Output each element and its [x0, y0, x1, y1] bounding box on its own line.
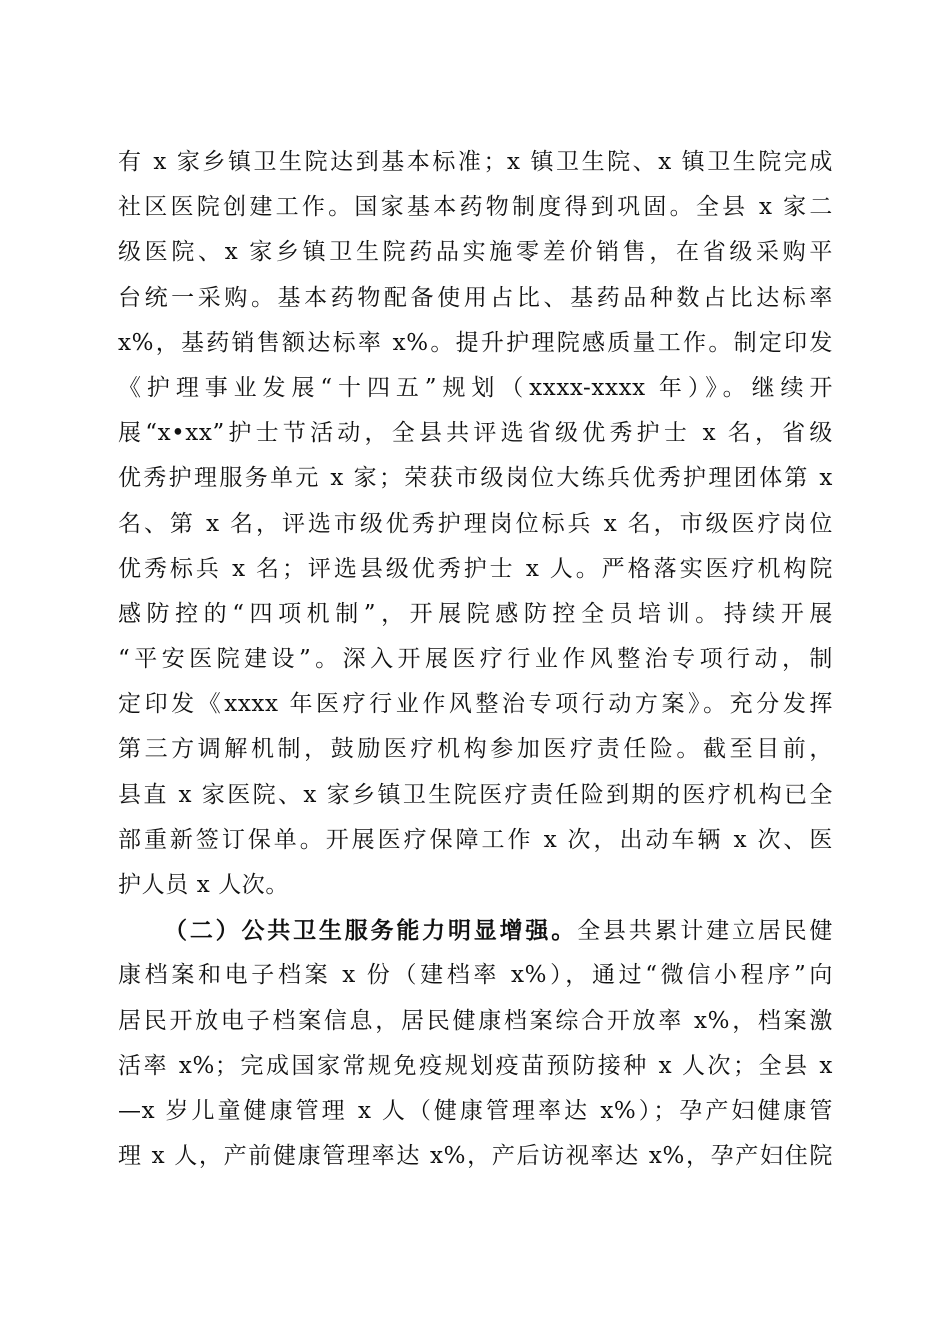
text-line: 部重新签订保单。开展医疗保障工作 x 次，出动车辆 x 次、医: [118, 826, 833, 853]
text-line: 名、第 x 名，评选市级优秀护理岗位标兵 x 名，市级医疗岗位: [118, 510, 833, 537]
text-line: 康档案和电子档案 x 份（建档率 x%），通过“微信小程序”向: [118, 962, 833, 989]
text-line: 优秀标兵 x 名；评选县级优秀护士 x 人。严格落实医疗机构院: [118, 555, 833, 582]
text-line: x%，基药销售额达标率 x%。提升护理院感质量工作。制定印发: [118, 329, 833, 356]
text-line: 《护理事业发展“十四五”规划（xxxx-xxxx 年）》。继续开: [118, 374, 833, 401]
text-line: 第三方调解机制，鼓励医疗机构参加医疗责任险。截至目前，: [118, 736, 833, 763]
text-line: 感防控的“四项机制”，开展院感防控全员培训。持续开展: [118, 600, 833, 627]
text-line: 社区医院创建工作。国家基本药物制度得到巩固。全县 x 家二: [118, 194, 833, 221]
document-body: [118, 140, 833, 1179]
text-line: 台统一采购。基本药物配备使用占比、基药品种数占比达标率: [118, 284, 833, 311]
text-line: 活率 x%；完成国家常规免疫规划疫苗预防接种 x 人次；全县 x: [118, 1052, 833, 1079]
text-line: 定印发《xxxx 年医疗行业作风整治专项行动方案》。充分发挥: [118, 691, 833, 718]
paragraph-1: [118, 140, 833, 908]
text-run: 全县共累计建立居民健: [577, 918, 834, 945]
text-line: 展“x•xx”护士节活动，全县共评选省级优秀护士 x 名，省级: [118, 420, 833, 447]
section-heading: （二）公共卫生服务能力明显增强。: [164, 917, 578, 945]
text-line: [118, 908, 833, 953]
text-line: 理 x 人，产前健康管理率达 x%，产后访视率达 x%，孕产妇住院: [118, 1143, 833, 1170]
text-line: “平安医院建设”。深入开展医疗行业作风整治专项行动，制: [118, 646, 833, 673]
text-line: 县直 x 家医院、x 家乡镇卫生院医疗责任险到期的医疗机构已全: [118, 781, 833, 808]
paragraph-2: [118, 908, 833, 1179]
text-line: 优秀护理服务单元 x 家；荣获市级岗位大练兵优秀护理团体第 x: [118, 465, 833, 492]
text-line: 护人员 x 人次。: [118, 872, 289, 898]
text-line: 有 x 家乡镇卫生院达到基本标准；x 镇卫生院、x 镇卫生院完成: [118, 149, 833, 175]
text-line: 居民开放电子档案信息，居民健康档案综合开放率 x%，档案激: [118, 1007, 833, 1034]
text-line: 级医院、x 家乡镇卫生院药品实施零差价销售，在省级采购平: [118, 239, 833, 266]
text-line: —x 岁儿童健康管理 x 人（健康管理率达 x%）；孕产妇健康管: [118, 1097, 833, 1124]
